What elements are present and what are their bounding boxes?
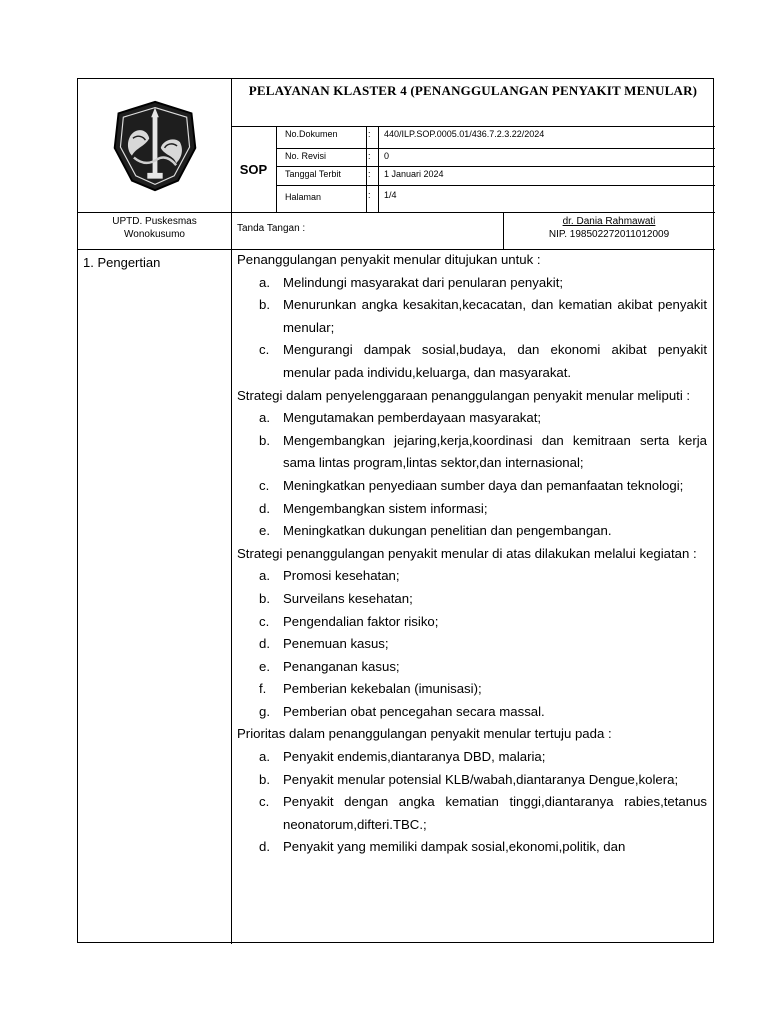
list-text: Meningkatkan dukungan penelitian dan pengembangan. bbox=[283, 523, 612, 539]
list-item bbox=[237, 520, 707, 543]
list-item bbox=[237, 678, 707, 701]
section-label: 1. Pengertian bbox=[83, 255, 161, 270]
meta-row-tanggal bbox=[276, 166, 715, 185]
list-marker: c. bbox=[259, 613, 270, 629]
list-marker: g. bbox=[259, 703, 270, 719]
meta-colon: : bbox=[368, 151, 371, 161]
list-text: Meningkatkan penyediaan sumber daya dan pemanfaatan teknologi; bbox=[283, 477, 684, 493]
sop-label: SOP bbox=[239, 161, 268, 177]
unit-name bbox=[78, 212, 231, 249]
list-text: Surveilans kesehatan; bbox=[283, 590, 413, 606]
list-item bbox=[237, 339, 707, 384]
signature-label: Tanda Tangan : bbox=[237, 223, 306, 234]
paragraph-intro: Penanggulangan penyakit menular ditujukan untuk : bbox=[237, 252, 541, 267]
meta-colon: : bbox=[368, 169, 371, 179]
meta-value: 0 bbox=[384, 151, 390, 161]
unit-line-1: UPTD. Puskesmas bbox=[112, 216, 197, 227]
official-nip: NIP. 198502272011012009 bbox=[548, 229, 670, 240]
meta-value: 440/ILP.SOP.0005.01/436.7.2.3.22/2024 bbox=[384, 129, 545, 139]
document-title: PELAYANAN KLASTER 4 (PENANGGULANGAN PENYAKIT MENULAR) bbox=[248, 83, 698, 98]
list-marker: b. bbox=[259, 297, 270, 313]
list-text: Mengutamakan pemberdayaan masyarakat; bbox=[283, 410, 542, 426]
list-text: Pemberian kekebalan (imunisasi); bbox=[283, 681, 482, 697]
list-marker: a. bbox=[259, 568, 270, 584]
list-item bbox=[237, 791, 707, 836]
list-item bbox=[237, 407, 707, 430]
list-item bbox=[237, 633, 707, 656]
list-text: Penanganan kasus; bbox=[283, 658, 400, 674]
meta-colon: : bbox=[368, 129, 371, 139]
list-marker: c. bbox=[259, 342, 270, 358]
list-item bbox=[237, 656, 707, 679]
meta-row-dokumen bbox=[276, 126, 715, 148]
list-text: Penyakit dengan angka kematian tinggi,diantaranya rabies,tetanus neonatorum,difteri.TBC.; bbox=[283, 794, 707, 832]
list-marker: a. bbox=[259, 749, 270, 765]
list-marker: b. bbox=[259, 590, 270, 606]
list-marker: f. bbox=[259, 681, 267, 697]
list-text: Pemberian obat pencegahan secara massal. bbox=[283, 703, 545, 719]
list-text: Menurunkan angka kesakitan,kecacatan, dan kematian akibat penyakit menular; bbox=[283, 297, 707, 335]
list-item bbox=[237, 611, 707, 634]
list-text: Mengembangkan sistem informasi; bbox=[283, 500, 488, 516]
list-item bbox=[237, 836, 707, 859]
list-item bbox=[237, 294, 707, 339]
official-block bbox=[503, 212, 715, 249]
meta-row-halaman bbox=[276, 185, 715, 212]
meta-label: Tanggal Terbit bbox=[285, 169, 341, 179]
section-content bbox=[237, 249, 707, 859]
list-marker: a. bbox=[259, 410, 270, 426]
list-item bbox=[237, 565, 707, 588]
meta-colon: : bbox=[368, 190, 371, 200]
list-item bbox=[237, 272, 707, 295]
list-marker: c. bbox=[259, 477, 270, 493]
list-text: Penyakit endemis,diantaranya DBD, malaria; bbox=[283, 749, 546, 765]
list-marker: d. bbox=[259, 636, 270, 652]
list-marker: c. bbox=[259, 794, 270, 810]
meta-value: 1/4 bbox=[384, 190, 397, 200]
meta-label: No.Dokumen bbox=[285, 129, 338, 139]
list-item bbox=[237, 769, 707, 792]
list-text: Mengurangi dampak sosial,budaya, dan ekonomi akibat penyakit menular pada individu,keluarga, dan masyarakat. bbox=[283, 342, 707, 380]
meta-label: No. Revisi bbox=[285, 151, 327, 161]
list-text: Penemuan kasus; bbox=[283, 636, 389, 652]
list-item bbox=[237, 498, 707, 521]
list-text: Pengendalian faktor risiko; bbox=[283, 613, 439, 629]
list-marker: e. bbox=[259, 523, 270, 539]
paragraph-intro: Prioritas dalam penanggulangan penyakit menular tertuju pada : bbox=[237, 726, 612, 742]
paragraph-intro: Strategi dalam penyelenggaraan penanggulangan penyakit menular meliputi : bbox=[237, 387, 691, 403]
list-marker: e. bbox=[259, 658, 270, 674]
paragraph-intro: Strategi penanggulangan penyakit menular di atas dilakukan melalui kegiatan : bbox=[237, 545, 697, 561]
city-emblem-icon bbox=[107, 98, 203, 194]
list-item bbox=[237, 475, 707, 498]
list-item bbox=[237, 701, 707, 724]
list-item bbox=[237, 430, 707, 475]
list-text: Penyakit yang memiliki dampak sosial,ekonomi,politik, dan bbox=[283, 839, 626, 855]
meta-row-revisi bbox=[276, 148, 715, 166]
list-item bbox=[237, 588, 707, 611]
logo-cell bbox=[78, 79, 231, 212]
list-marker: d. bbox=[259, 500, 270, 516]
list-marker: d. bbox=[259, 839, 270, 855]
list-marker: a. bbox=[259, 274, 270, 290]
list-text: Mengembangkan jejaring,kerja,koordinasi dan kemitraan serta kerja sama lintas program,lintas sektor,dan internasional; bbox=[283, 432, 707, 471]
list-text: Melindungi masyarakat dari penularan penyakit; bbox=[283, 274, 564, 290]
list-item bbox=[237, 746, 707, 769]
list-marker: b. bbox=[259, 432, 270, 448]
meta-label: Halaman bbox=[285, 192, 322, 202]
sop-document bbox=[77, 78, 714, 943]
official-name: dr. Dania Rahmawati bbox=[562, 216, 656, 227]
list-text: Penyakit menular potensial KLB/wabah,diantaranya Dengue,kolera; bbox=[283, 771, 679, 787]
list-text: Promosi kesehatan; bbox=[283, 568, 400, 584]
unit-line-2: Wonokusumo bbox=[124, 229, 185, 240]
list-marker: b. bbox=[259, 771, 270, 787]
meta-value: 1 Januari 2024 bbox=[384, 169, 444, 179]
